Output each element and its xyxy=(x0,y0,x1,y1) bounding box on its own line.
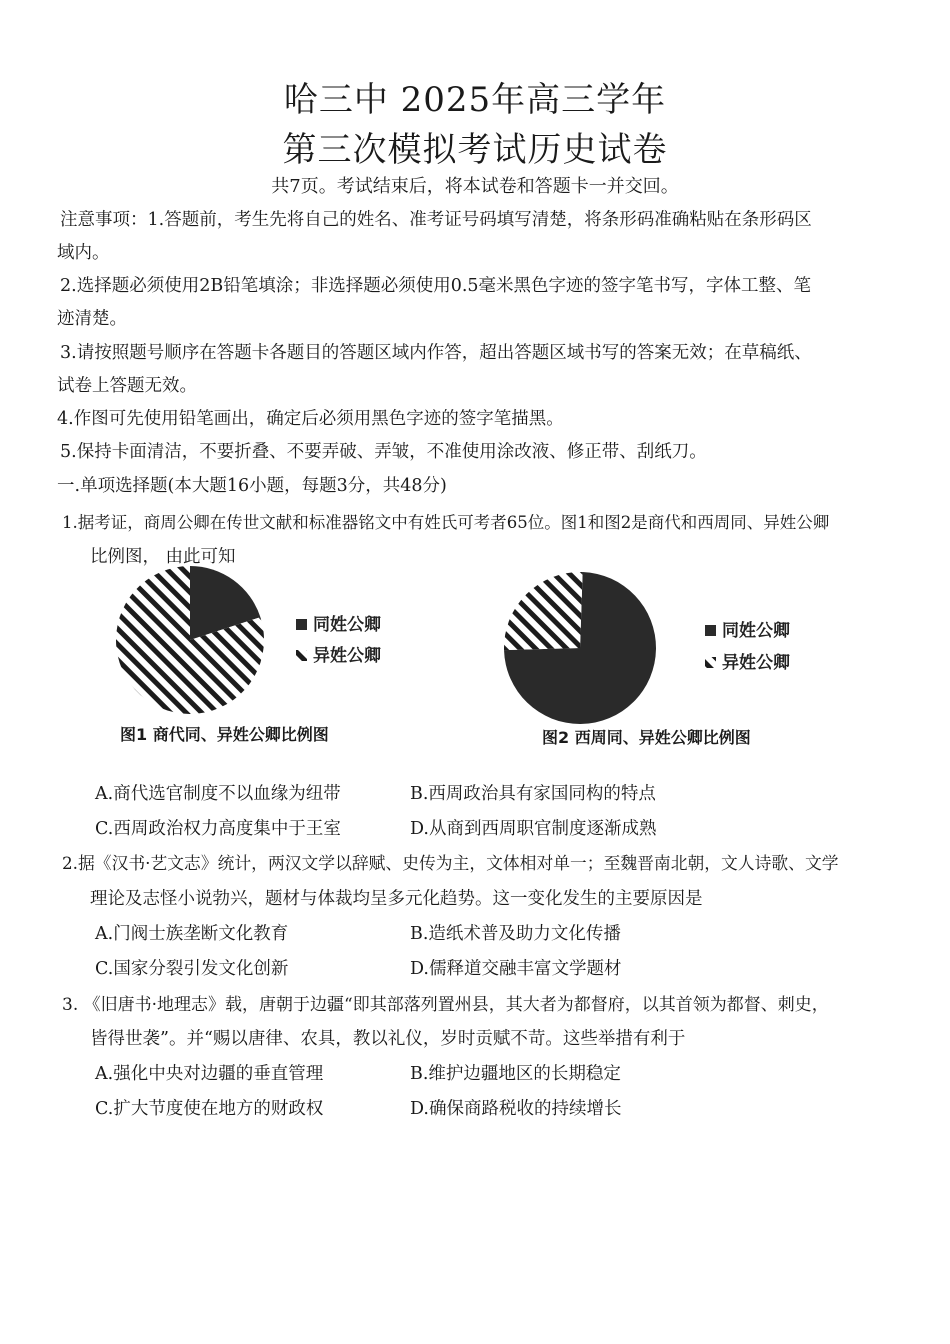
q1-option-a[interactable]: A.商代选官制度不以血缘为纽带 xyxy=(95,784,341,804)
figure-1-caption: 图1 商代同、异姓公卿比例图 xyxy=(120,725,329,744)
q3-stem-line1: 3. 《旧唐书·地理志》载，唐朝于边疆“即其部落列置州县，其大者为都督府，以其首领为都督、刺史， xyxy=(62,995,829,1015)
exam-title-line1: 哈三中 2025年高三学年 xyxy=(283,80,667,120)
q1-option-d[interactable]: D.从商到西周职官制度逐渐成熟 xyxy=(410,819,657,839)
q2-option-d[interactable]: D.儒释道交融丰富文学题材 xyxy=(410,959,622,979)
q2-option-b[interactable]: B.造纸术普及助力文化传播 xyxy=(410,924,621,944)
q2-stem-line2: 理论及志怪小说勃兴，题材与体裁均呈多元化趋势。这一变化发生的主要原因是 xyxy=(90,889,703,909)
q1-stem-line1: 1.据考证，商周公卿在传世文献和标准器铭文中有姓氏可考者65位。图1和图2是商代和西周同、异姓公卿 xyxy=(62,513,830,532)
figure-2-pie-chart xyxy=(500,570,810,750)
note-4: 4.作图可先使用铅笔画出，确定后必须用黑色字迹的签字笔描黑。 xyxy=(57,409,564,429)
q3-option-b[interactable]: B.维护边疆地区的长期稳定 xyxy=(410,1064,621,1084)
q3-option-a[interactable]: A.强化中央对边疆的垂直管理 xyxy=(95,1064,324,1084)
legend-swatch xyxy=(705,625,716,636)
note-5: 5.保持卡面清洁，不要折叠、不要弄破、弄皱，不准使用涂改液、修正带、刮纸刀。 xyxy=(60,442,707,462)
q3-option-c[interactable]: C.扩大节度使在地方的财政权 xyxy=(95,1099,324,1119)
q1-option-c[interactable]: C.西周政治权力高度集中于王室 xyxy=(95,819,341,839)
q1-option-b[interactable]: B.西周政治具有家国同构的特点 xyxy=(410,784,656,804)
legend-swatch xyxy=(296,619,307,630)
q3-option-d[interactable]: D.确保商路税收的持续增长 xyxy=(410,1099,622,1119)
note-3-line1: 3.请按照题号顺序在答题卡各题目的答题区域内作答，超出答题区域书写的答案无效；在草稿纸、 xyxy=(60,343,812,363)
note-3-line2: 试卷上答题无效。 xyxy=(57,376,197,396)
note-1-line1: 注意事项：1.答题前，考生先将自己的姓名、准考证号码填写清楚，将条形码准确粘贴在条形码区 xyxy=(60,210,812,230)
figure-2-caption: 图2 西周同、异姓公卿比例图 xyxy=(542,728,751,747)
q2-option-a[interactable]: A.门阀士族垄断文化教育 xyxy=(95,924,289,944)
legend-label: 异姓公卿 xyxy=(722,653,790,673)
note-1-line2: 域内。 xyxy=(57,243,110,263)
q3-stem-line2: 皆得世袭”。并“赐以唐律、农具，教以礼仪，岁时贡赋不苛。这些举措有利于 xyxy=(90,1029,686,1049)
note-2-line1: 2.选择题必须使用2B铅笔填涂；非选择题必须使用0.5毫米黑色字迹的签字笔书写，字体工整、笔 xyxy=(60,276,812,296)
exam-subtitle: 共7页。考试结束后，将本试卷和答题卡一并交回。 xyxy=(271,176,679,197)
pie-slice-异姓公卿 xyxy=(504,572,583,650)
q2-option-c[interactable]: C.国家分裂引发文化创新 xyxy=(95,959,289,979)
q1-stem-line2: 比例图， 由此可知 xyxy=(90,547,236,567)
legend-label: 同姓公卿 xyxy=(313,615,381,635)
exam-title-line2: 第三次模拟考试历史试卷 xyxy=(282,130,668,170)
note-2-line2: 迹清楚。 xyxy=(57,309,127,329)
legend-swatch xyxy=(296,650,307,661)
legend-label: 同姓公卿 xyxy=(722,621,790,641)
legend-swatch xyxy=(705,657,716,668)
section-heading: 一.单项选择题(本大题16小题，每题3分，共48分) xyxy=(57,476,447,496)
q2-stem-line1: 2.据《汉书·艺文志》统计，两汉文学以辞赋、史传为主，文体相对单一；至魏晋南北朝，文人诗歌、文学 xyxy=(62,853,839,873)
legend-label: 异姓公卿 xyxy=(313,646,381,666)
